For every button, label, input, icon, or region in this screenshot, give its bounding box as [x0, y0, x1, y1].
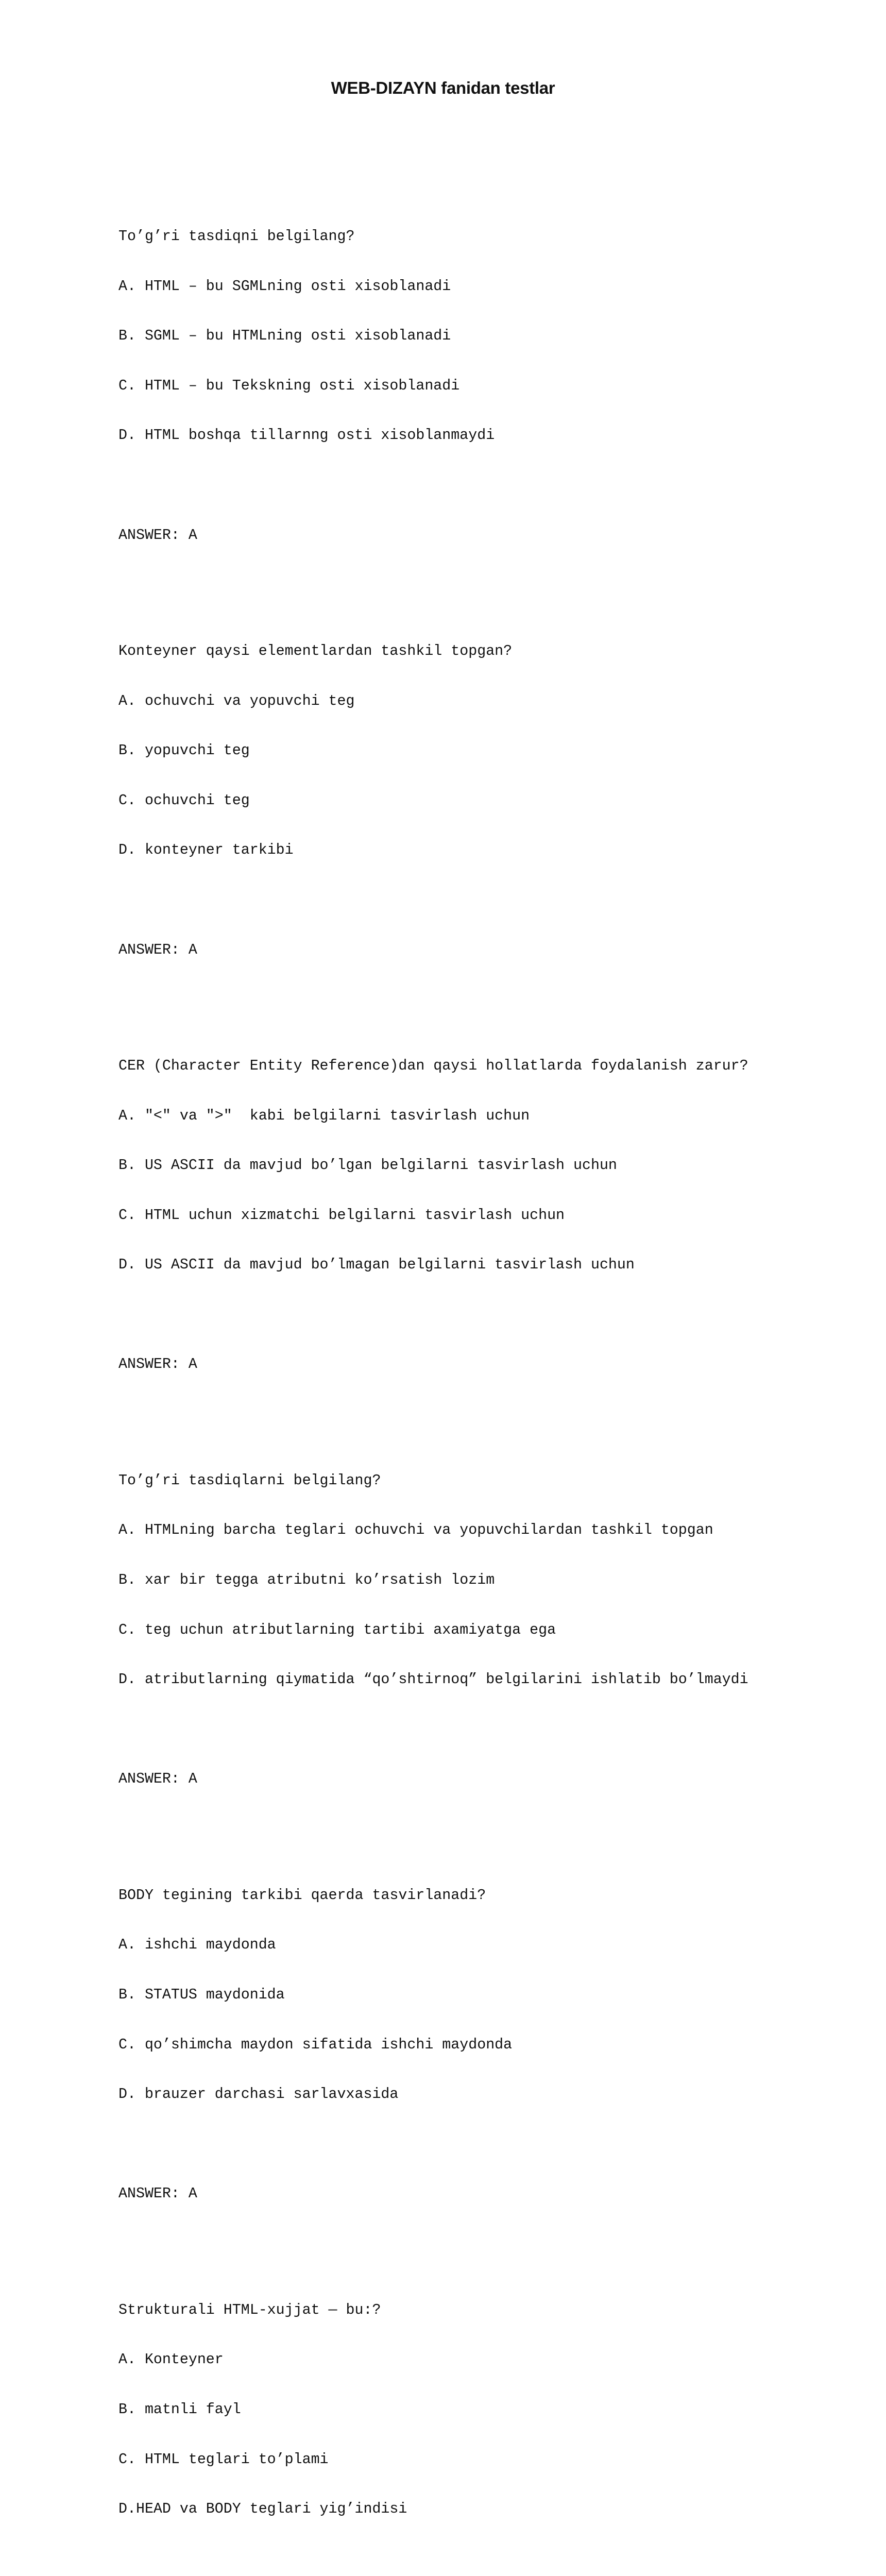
- test-questions: [118, 145, 804, 2576]
- option-c: C. ochuvchi teg: [118, 792, 250, 809]
- option-d: D. US ASCII da mavjud bo’lmagan belgilarni tasvirlash uchun: [118, 1257, 635, 1274]
- option-a: A. ishchi maydonda: [118, 1937, 276, 1954]
- option-d: D.HEAD va BODY teglari yig’indisi: [118, 2501, 407, 2518]
- answer-line: ANSWER: A: [118, 941, 197, 958]
- option-d: D. HTML boshqa tillarnng osti xisoblanmaydi: [118, 427, 495, 444]
- option-d: D. brauzer darchasi sarlavxasida: [118, 2086, 399, 2103]
- option-b: B. STATUS maydonida: [118, 1987, 285, 2004]
- option-a: A. Konteyner: [118, 2351, 224, 2368]
- question-text: To’g’ri tasdiqlarni belgilang?: [118, 1472, 381, 1489]
- question-text: Konteyner qaysi elementlardan tashkil topgan?: [118, 642, 513, 659]
- option-b: B. US ASCII da mavjud bo’lgan belgilarni tasvirlash uchun: [118, 1157, 617, 1174]
- option-d: D. konteyner tarkibi: [118, 842, 294, 859]
- question-block: [118, 610, 804, 892]
- document-title: WEB-DIZAYN fanidan testlar: [331, 78, 555, 97]
- question-text: Strukturali HTML-xujjat — bu:?: [118, 2301, 381, 2318]
- answer-line: ANSWER: A: [118, 2185, 197, 2202]
- answer-line: ANSWER: A: [118, 1771, 197, 1788]
- option-c: C. HTML – bu Tekskning osti xisoblanadi: [118, 377, 460, 394]
- option-c: C. teg uchun atributlarning tartibi axamiyatga ega: [118, 1621, 556, 1638]
- option-b: B. yopuvchi teg: [118, 742, 250, 759]
- question-block: [118, 1854, 804, 2136]
- option-a: A. "<" va ">" kabi belgilarni tasvirlash uchun: [118, 1107, 530, 1124]
- question-block: [118, 1439, 804, 1721]
- option-a: A. HTML – bu SGMLning osti xisoblanadi: [118, 278, 451, 295]
- question-block: [118, 2268, 804, 2550]
- option-b: B. xar bir tegga atributni ko’rsatish lozim: [118, 1572, 495, 1589]
- question-text: To’g’ri tasdiqni belgilang?: [118, 228, 355, 245]
- answer-line: ANSWER: A: [118, 527, 197, 544]
- option-c: C. HTML uchun xizmatchi belgilarni tasvirlash uchun: [118, 1207, 565, 1224]
- option-c: C. qo’shimcha maydon sifatida ishchi maydonda: [118, 2036, 513, 2053]
- option-b: B. SGML – bu HTMLning osti xisoblanadi: [118, 328, 451, 345]
- option-b: B. matnli fayl: [118, 2401, 241, 2418]
- option-d: D. atributlarning qiymatida “qo’shtirnoq” belgilarini ishlatib bo’lmaydi: [118, 1671, 748, 1688]
- option-a: A. ochuvchi va yopuvchi teg: [118, 692, 355, 709]
- question-block: [118, 1025, 804, 1307]
- option-c: C. HTML teglari to’plami: [118, 2451, 329, 2468]
- question-block: [118, 195, 804, 477]
- answer-line: ANSWER: A: [118, 1356, 197, 1373]
- question-text: CER (Character Entity Reference)dan qaysi hollatlarda foydalanish zarur?: [118, 1057, 748, 1074]
- question-text: BODY tegining tarkibi qaerda tasvirlanadi?: [118, 1887, 486, 1904]
- option-a: A. HTMLning barcha teglari ochuvchi va yopuvchilardan tashkil topgan: [118, 1522, 713, 1539]
